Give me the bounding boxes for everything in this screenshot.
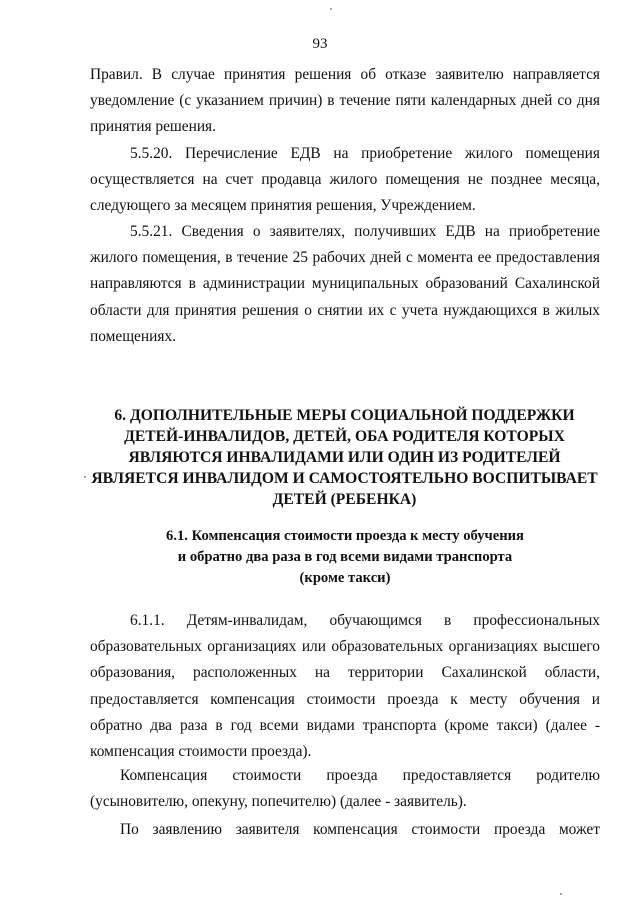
paragraph-compensation-text: Компенсация стоимости проезда предоставляется родителю (усыновителю, опекуну, попечителю) (далее - заявитель). [90, 767, 600, 811]
section-heading-line: 6. ДОПОЛНИТЕЛЬНЫЕ МЕРЫ СОЦИАЛЬНОЙ ПОДДЕРЖКИ [114, 407, 575, 424]
subsection-heading-line: 6.1. Компенсация стоимости проезда к месту обучения [166, 528, 524, 544]
scan-speck [560, 893, 562, 895]
section-heading-line: ДЕТЕЙ (РЕБЕНКА) [272, 491, 417, 508]
section-heading-line: ЯВЛЯЮТСЯ ИНВАЛИДАМИ ИЛИ ОДИН ИЗ РОДИТЕЛЕЙ [128, 449, 561, 466]
page-number: 93 [312, 36, 328, 52]
paragraph-application-text: По заявлению заявителя компенсация стоимости проезда может [120, 821, 600, 838]
spread-line [90, 817, 600, 843]
subsection-heading-line: и обратно два раза в год всеми видами транспорта [177, 549, 513, 565]
section-heading-line: ЯВЛЯЕТСЯ ИНВАЛИДОМ И САМОСТОЯТЕЛЬНО ВОСПИТЫВАЕТ [91, 470, 598, 487]
subsection-heading-line: (кроме такси) [299, 570, 391, 586]
paragraph-compensation-recipient [90, 763, 600, 815]
scan-speck [330, 8, 332, 10]
paragraph-5-5-21: 5.5.21. Сведения о заявителях, получивших ЕДВ на приобретение жилого помещения, в течение 25 рабочих дней с момента ее предоставления направляются в администрации муниципальных образований Сахалинской области для принятия решения о снятии их с учета нуждающихся в жилых помещениях. [90, 223, 600, 345]
paragraph-by-application [90, 817, 600, 843]
paragraph-rules-refusal: Правил. В случае принятия решения об отказе заявителю направляется уведомление (с указанием причин) в течение пяти календарных дней со дня принятия решения. [90, 66, 600, 136]
paragraph-5-5-20: 5.5.20. Перечисление ЕДВ на приобретение жилого помещения осуществляется на счет продавца жилого помещения не позднее месяца, следующего за месяцем принятия решения, Учреждением. [90, 145, 600, 215]
section-6-heading [82, 405, 607, 510]
paragraph-6-1-1: 6.1.1. Детям-инвалидам, обучающимся в профессиональных образовательных организациях или образовательных организациях высшего образования, расположенных на территории Сахалинской области, предоставляется компенсация стоимости проезда к месту обучения и обратно два раза в год всеми видами транспорта (кроме такси) (далее - компенсация стоимости проезда). [90, 612, 600, 761]
subsection-6-1-heading [95, 526, 595, 589]
scan-speck [84, 476, 86, 478]
section-heading-line: ДЕТЕЙ-ИНВАЛИДОВ, ДЕТЕЙ, ОБА РОДИТЕЛЯ КОТОРЫХ [124, 428, 565, 445]
